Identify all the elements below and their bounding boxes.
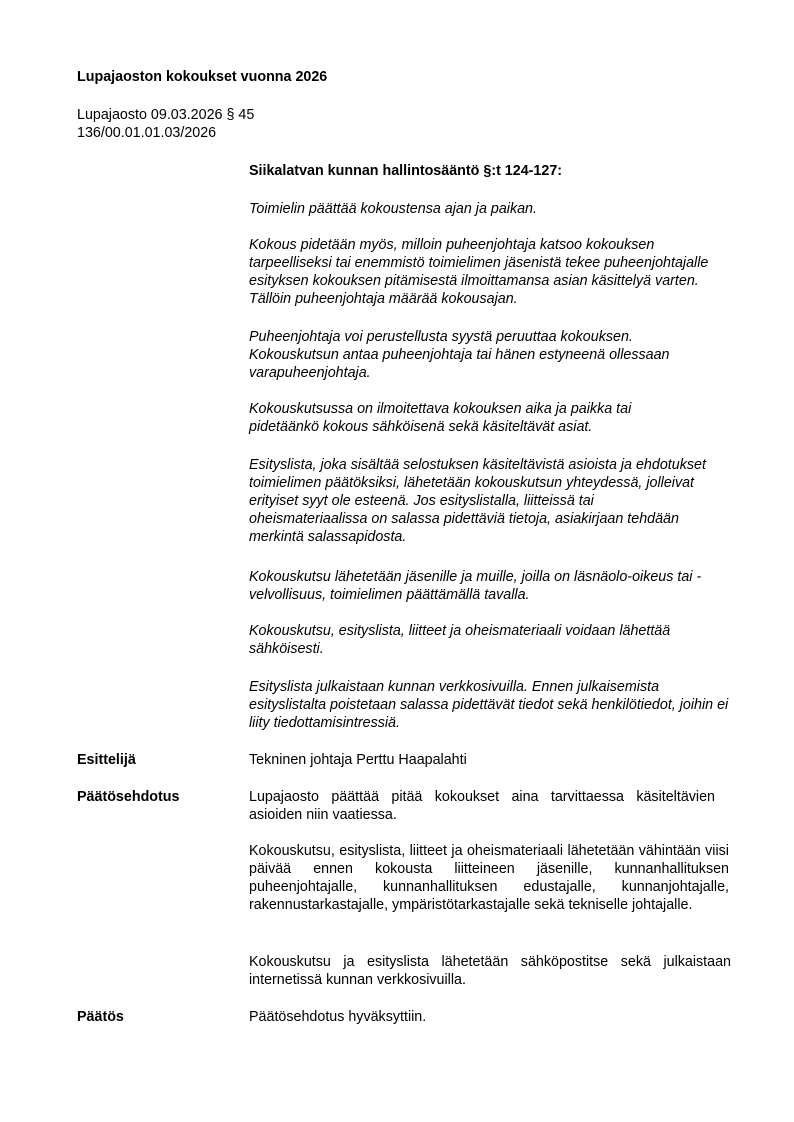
proposal-paragraph-2: Kokouskutsu, esityslista, liitteet ja oheismateriaali lähetetään vähintään viisi päivää ennen kokousta liitteineen jäsenille, kunnanhallituksen puheenjohtajalle, kunnanhallituksen edustajalle, kunnanjohtajalle, rakennustarkastajalle, ympäristötarkastajalle sekä tekniselle johtajalle. (249, 843, 729, 913)
rules-section-4 (249, 400, 689, 436)
rules-heading: Siikalatvan kunnan hallintosääntö §:t 124-127: (249, 163, 563, 179)
rules-section-6 (249, 568, 731, 604)
case-number: 136/00.01.01.03/2026 (77, 125, 217, 141)
rules-section-5 (249, 456, 711, 546)
rules-section-2 (249, 236, 711, 308)
rules-paragraph-5: Esityslista, joka sisältää selostuksen käsiteltävistä asioista ja ehdotukset toimielimen päätöksiksi, lähetetään kokouskutsun yhteydessä, jolleivat erityiset syyt ole esteenä. Jos esityslistalla, liitteissä tai oheismateriaalissa on salassa pidettäviä tietoja, asiakirjaan tehdään merkintä salassapidosta. (249, 457, 706, 545)
decision-value: Päätösehdotus hyväksyttiin. (249, 1009, 427, 1025)
rules-paragraph-4: Kokouskutsussa on ilmoitettava kokouksen aika ja paikka tai pidetäänkö kokous sähköisenä sekä käsiteltävät asiat. (249, 401, 632, 435)
rules-paragraph-3: Puheenjohtaja voi perustellusta syystä peruuttaa kokouksen. Kokouskutsun antaa puheenjohtaja tai hänen estyneenä ollessaan varapuheenjohtaja. (249, 329, 670, 381)
proposal-paragraph-1-wrap (249, 788, 715, 824)
proposal-paragraph-3: Kokouskutsu ja esityslista lähetetään sähköpostitse sekä julkaistaan internetissä kunnan verkkosivuilla. (249, 954, 731, 988)
rules-section-3 (249, 328, 711, 382)
rules-paragraph-1: Toimielin päättää kokoustensa ajan ja paikan. (249, 201, 537, 217)
meeting-reference: Lupajaosto 09.03.2026 § 45 (77, 107, 255, 123)
rules-paragraph-2: Kokous pidetään myös, milloin puheenjohtaja katsoo kokouksen tarpeelliseksi tai enemmistö toimielimen jäsenistä tekee puheenjohtajalle esityksen kokouksen pitämisestä ilmoittamansa asian käsittelyä varten. Tällöin puheenjohtaja määrää kokousajan. (249, 237, 709, 307)
document-title: Lupajaoston kokoukset vuonna 2026 (77, 69, 328, 85)
decision-label: Päätös (77, 1009, 124, 1025)
proposal-paragraph-2-wrap (249, 842, 729, 914)
rules-section-8 (249, 678, 731, 732)
proposal-label: Päätösehdotus (77, 789, 180, 805)
proposal-paragraph-1: Lupajaosto päättää pitää kokoukset aina tarvittaessa käsiteltävien asioiden niin vaatiessa. (249, 789, 715, 823)
rules-section (249, 200, 731, 218)
rules-section-7 (249, 622, 731, 658)
proposal-paragraph-3-wrap (249, 953, 731, 989)
rules-paragraph-7: Kokouskutsu, esityslista, liitteet ja oheismateriaali voidaan lähettää sähköisesti. (249, 623, 671, 657)
rules-paragraph-8: Esityslista julkaistaan kunnan verkkosivuilla. Ennen julkaisemista esityslistalta poistetaan salassa pidettävät tiedot sekä henkilötiedot, joihin ei liity tiedottamisintressiä. (249, 679, 729, 731)
presenter-value: Tekninen johtaja Perttu Haapalahti (249, 752, 467, 768)
presenter-label: Esittelijä (77, 752, 136, 768)
rules-paragraph-6: Kokouskutsu lähetetään jäsenille ja muille, joilla on läsnäolo-oikeus tai - velvollisuus, toimielimen päättämällä tavalla. (249, 569, 702, 603)
